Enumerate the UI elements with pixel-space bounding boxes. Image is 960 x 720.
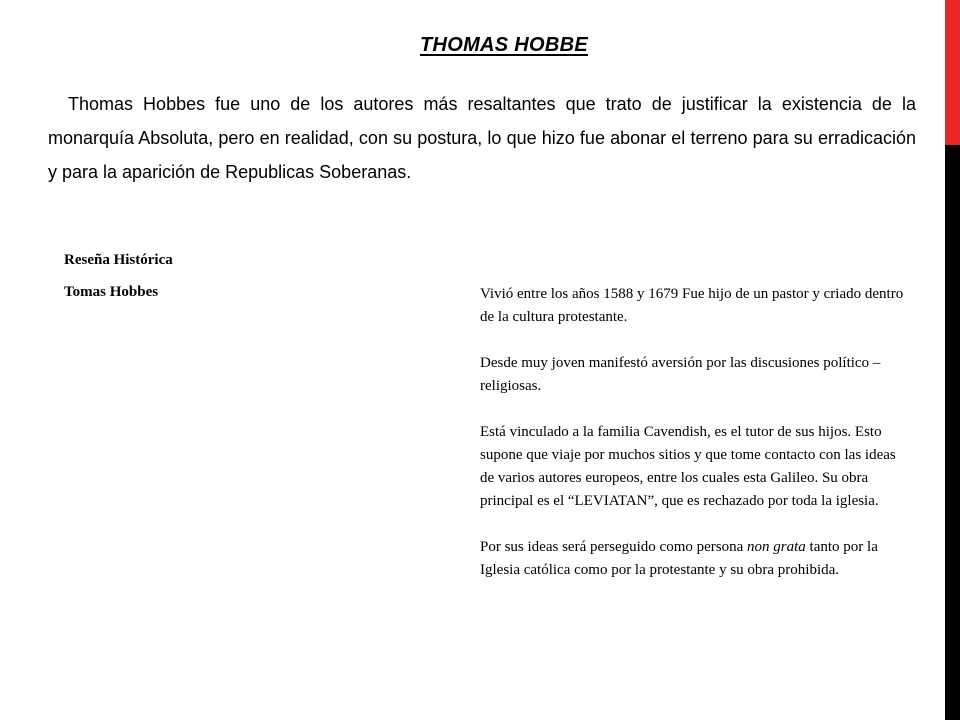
section-heading: Reseña Histórica: [64, 252, 173, 268]
slide-title: THOMAS HOBBE: [419, 34, 589, 56]
subject-name: Tomas Hobbes: [64, 284, 159, 300]
bio-paragraph-1: Vivió entre los años 1588 y 1679 Fue hijo de un pastor y criado dentro de la cultura protestante.: [480, 286, 904, 325]
accent-bar: [945, 0, 960, 720]
bio-paragraph-4-start: Por sus ideas será perseguido como persona: [480, 539, 748, 555]
bio-paragraph-3: Está vinculado a la familia Cavendish, es el tutor de sus hijos. Esto supone que viaje por muchos sitios y que tome contacto con las ideas de varios autores europeos, entre los cuales esta Galileo. Su obra principal es el “LEVIATAN”, que es rechazado por toda la iglesia.: [480, 424, 896, 509]
bio-paragraph-2: Desde muy joven manifestó aversión por las discusiones político – religiosas.: [480, 355, 881, 394]
bio-paragraph-4-italic: non grata: [747, 539, 806, 555]
bio-paragraph-4-end: tanto por la Iglesia católica como por la protestante y su obra prohibida.: [480, 539, 878, 578]
bio-paragraph-4: [480, 536, 910, 582]
intro-paragraph: Thomas Hobbes fue uno de los autores más resaltantes que trato de justificar la existencia de la monarquía Absoluta, pero en realidad, con su postura, lo que hizo fue abonar el terreno para su erradicación y para la aparición de Republicas Soberanas.: [48, 94, 916, 182]
accent-bar-red: [945, 0, 960, 145]
accent-bar-black: [945, 145, 960, 720]
biography: [480, 283, 910, 582]
